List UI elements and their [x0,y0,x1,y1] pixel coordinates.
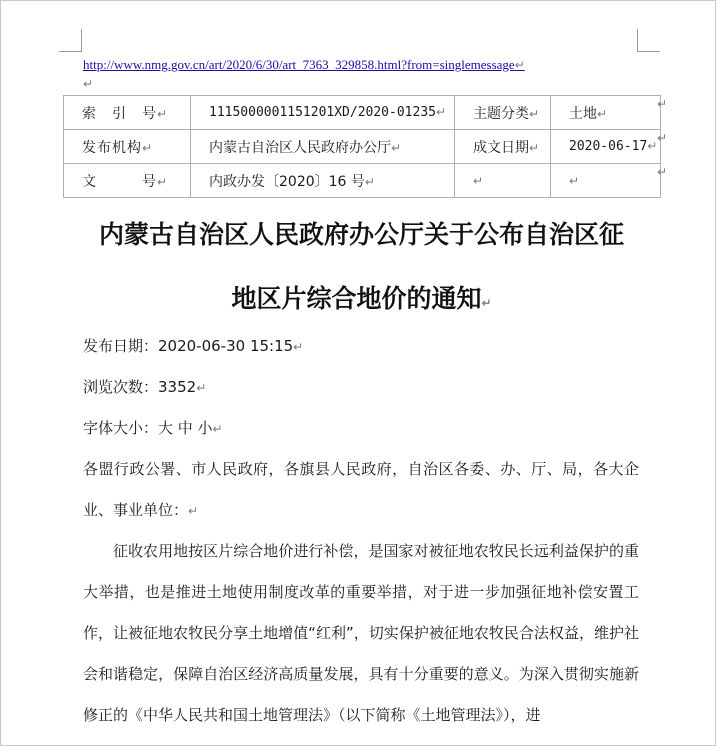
table-cell: 文 号↵ [64,164,191,198]
table-row [64,96,661,130]
table-row [64,130,661,164]
table-cell: ↵ [551,164,661,198]
publish-date: 发布日期：2020-06-30 15:15↵ [83,337,304,355]
table-cell: 主题分类↵ [455,96,551,130]
table-cell: 土地↵ [551,96,661,130]
table-cell: 发布机构↵ [64,130,191,164]
source-url-link[interactable]: http://www.nmg.gov.cn/art/2020/6/30/art_7363_329858.html?from=singlemessage↵ [83,57,525,72]
table-cell: 成文日期↵ [455,130,551,164]
body-paragraph: 征收农用地按区片综合地价进行补偿，是国家对被征地农牧民长远利益保护的重大举措，也是推进土地使用制度改革的重要举措，对于进一步加强征地补偿安置工作，让被征地农牧民分享土地增值“红利”，切实保护被征地农牧民合法权益，维护社会和谐稳定，保障自治区经济高质量发展，具有十分重要的意义。为深入贯彻实施新修正的《中华人民共和国土地管理法》（以下简称《土地管理法》），进 [83,542,639,724]
page-title-line-1: 内蒙古自治区人民政府办公厅关于公布自治区征 [98,220,624,249]
page-title-line-2: 地区片综合地价的通知↵ [231,284,492,313]
metadata-table [63,95,661,198]
row-end-mark: ↵ [656,131,667,145]
table-cell: 2020-06-17↵ [551,130,661,164]
table-row [64,164,661,198]
crop-mark-top-left [59,29,82,52]
table-cell: ↵ [455,164,551,198]
table-cell: 1115000001151201XD/2020-01235↵ [191,96,455,130]
addressees-paragraph: 各盟行政公署、市人民政府，各旗县人民政府，自治区各委、办、厅、局，各大企业、事业单位：↵ [83,460,639,519]
row-end-mark: ↵ [656,165,667,179]
row-end-mark: ↵ [656,97,667,111]
view-count: 浏览次数：3352↵ [83,378,207,396]
font-size-selector[interactable]: 字体大小：大 中 小↵ [83,419,223,437]
crop-mark-top-right [637,29,660,52]
table-cell: 索 引 号↵ [64,96,191,130]
table-cell: 内蒙古自治区人民政府办公厅↵ [191,130,455,164]
table-cell: 内政办发〔2020〕16 号↵ [191,164,455,198]
empty-paragraph-mark: ↵ [83,77,94,91]
